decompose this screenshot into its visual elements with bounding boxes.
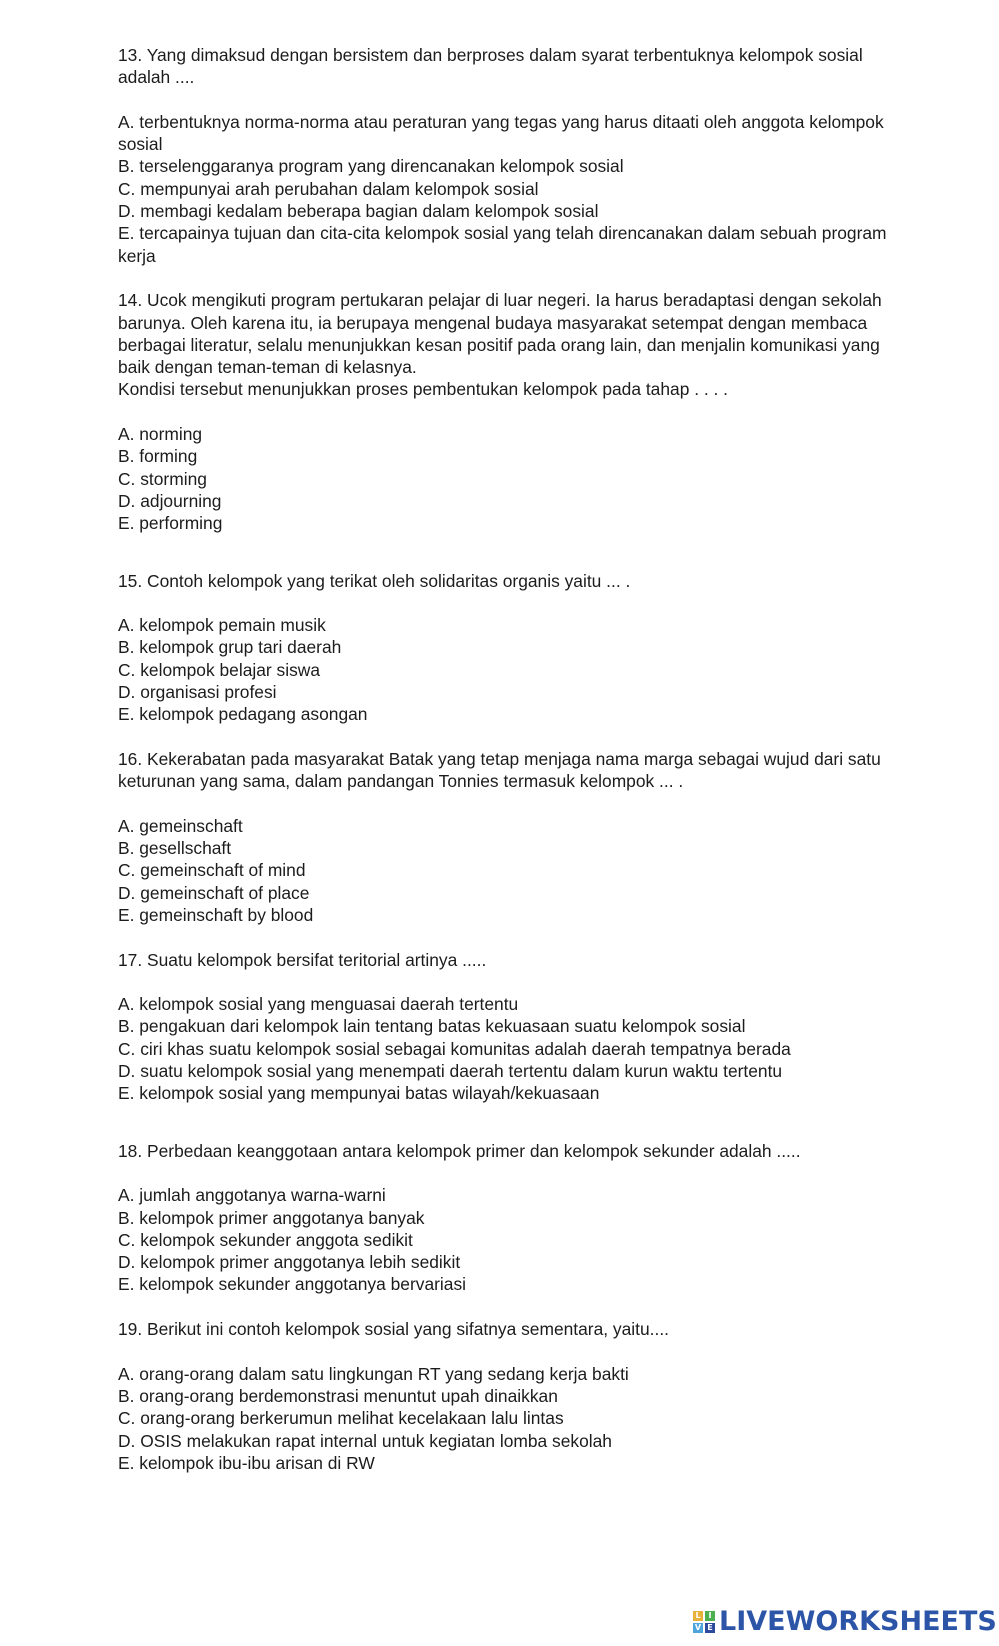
option-c: C. mempunyai arah perubahan dalam kelompok sosial (118, 178, 539, 199)
logo-icon (693, 1611, 715, 1633)
option-b: B. forming (118, 446, 198, 467)
logo-letter-v: V (694, 1623, 702, 1632)
option-b: B. terselenggaranya program yang direncanakan kelompok sosial (118, 156, 624, 177)
liveworksheets-logo (693, 1607, 997, 1637)
option-b: B. kelompok grup tari daerah (118, 637, 342, 658)
option-e: E. tercapainya tujuan dan cita-cita kelompok sosial yang telah direncanakan dalam sebuah program kerja (118, 223, 887, 266)
option-c: C. kelompok sekunder anggota sedikit (118, 1229, 413, 1250)
logo-letter-l: L (693, 1611, 703, 1621)
option-c: C. orang-orang berkerumun melihat kecelakaan lalu lintas (118, 1408, 564, 1429)
question-text: 16. Kekerabatan pada masyarakat Batak yang tetap menjaga nama marga sebagai wujud dari satu keturunan yang sama, dalam pandangan Tonnies termasuk kelompok ... . (118, 748, 881, 792)
question-text: 18. Perbedaan keanggotaan antara kelompok primer dan kelompok sekunder adalah ..... (118, 1140, 801, 1161)
question-text: 13. Yang dimaksud dengan bersistem dan berproses dalam syarat terbentuknya kelompok sosial adalah .... (118, 45, 863, 88)
option-d: D. kelompok primer anggotanya lebih sedikit (118, 1252, 461, 1273)
option-e: E. gemeinschaft by blood (118, 904, 314, 925)
option-a: A. kelompok pemain musik (118, 615, 326, 636)
option-b: B. gesellschaft (118, 838, 232, 859)
worksheet-content (118, 44, 908, 1474)
logo-letter-e: E (705, 1623, 715, 1633)
option-b: B. orang-orang berdemonstrasi menuntut upah dinaikkan (118, 1385, 558, 1406)
question-text: 15. Contoh kelompok yang terikat oleh solidaritas organis yaitu ... . (118, 570, 631, 591)
question-19 (118, 1318, 908, 1474)
option-c: C. gemeinschaft of mind (118, 860, 306, 881)
question-14 (118, 289, 908, 534)
option-d: D. adjourning (118, 490, 222, 511)
options-list (118, 815, 908, 926)
option-a: A. terbentuknya norma-norma atau peraturan yang tegas yang harus ditaati oleh anggota kelompok sosial (118, 111, 884, 155)
option-b: B. pengakuan dari kelompok lain tentang batas kekuasaan suatu kelompok sosial (118, 1016, 746, 1037)
option-c: C. ciri khas suatu kelompok sosial sebagai komunitas adalah daerah tempatnya berada (118, 1038, 791, 1059)
option-a: A. norming (118, 424, 203, 445)
option-d: D. gemeinschaft of place (118, 882, 310, 903)
options-list (118, 423, 908, 534)
brand-name: LIVEWORKSHEETS (719, 1606, 997, 1637)
options-list (118, 1363, 908, 1474)
option-a: A. jumlah anggotanya warna-warni (118, 1185, 386, 1206)
option-a: A. kelompok sosial yang menguasai daerah tertentu (118, 994, 519, 1015)
option-d: D. OSIS melakukan rapat internal untuk kegiatan lomba sekolah (118, 1430, 612, 1451)
option-d: D. organisasi profesi (118, 682, 277, 703)
question-text: 17. Suatu kelompok bersifat teritorial artinya ..... (118, 949, 487, 970)
option-e: E. kelompok sosial yang mempunyai batas wilayah/kekuasaan (118, 1083, 600, 1104)
logo-letter-i: I (705, 1611, 715, 1621)
option-d: D. suatu kelompok sosial yang menempati daerah tertentu dalam kurun waktu tertentu (118, 1061, 783, 1082)
options-list (118, 614, 908, 725)
option-d: D. membagi kedalam beberapa bagian dalam kelompok sosial (118, 201, 599, 222)
question-16 (118, 748, 908, 926)
option-a: A. orang-orang dalam satu lingkungan RT yang sedang kerja bakti (118, 1363, 629, 1384)
option-e: E. kelompok pedagang asongan (118, 704, 368, 725)
question-text: 14. Ucok mengikuti program pertukaran pelajar di luar negeri. Ia harus beradaptasi dengan sekolah barunya. Oleh karena itu, ia berupaya mengenal budaya masyarakat setempat dengan membaca berbagai literatur, selalu menunjukkan kesan positif pada orang lain, dan menjalin komunikasi yang baik dengan teman-teman di kelasnya. (118, 290, 882, 378)
question-13 (118, 44, 908, 267)
option-e: E. performing (118, 513, 223, 534)
option-e: E. kelompok ibu-ibu arisan di RW (118, 1452, 375, 1473)
options-list (118, 111, 908, 267)
question-prompt: Kondisi tersebut menunjukkan proses pembentukan kelompok pada tahap . . . . (118, 379, 729, 400)
question-17 (118, 949, 908, 1105)
question-15 (118, 570, 908, 726)
options-list (118, 1184, 908, 1295)
option-a: A. gemeinschaft (118, 815, 243, 836)
question-text: 19. Berikut ini contoh kelompok sosial yang sifatnya sementara, yaitu.... (118, 1319, 669, 1340)
option-e: E. kelompok sekunder anggotanya bervariasi (118, 1274, 467, 1295)
option-c: C. storming (118, 468, 207, 489)
option-c: C. kelompok belajar siswa (118, 659, 321, 680)
options-list (118, 993, 908, 1104)
question-18 (118, 1140, 908, 1296)
option-b: B. kelompok primer anggotanya banyak (118, 1207, 425, 1228)
